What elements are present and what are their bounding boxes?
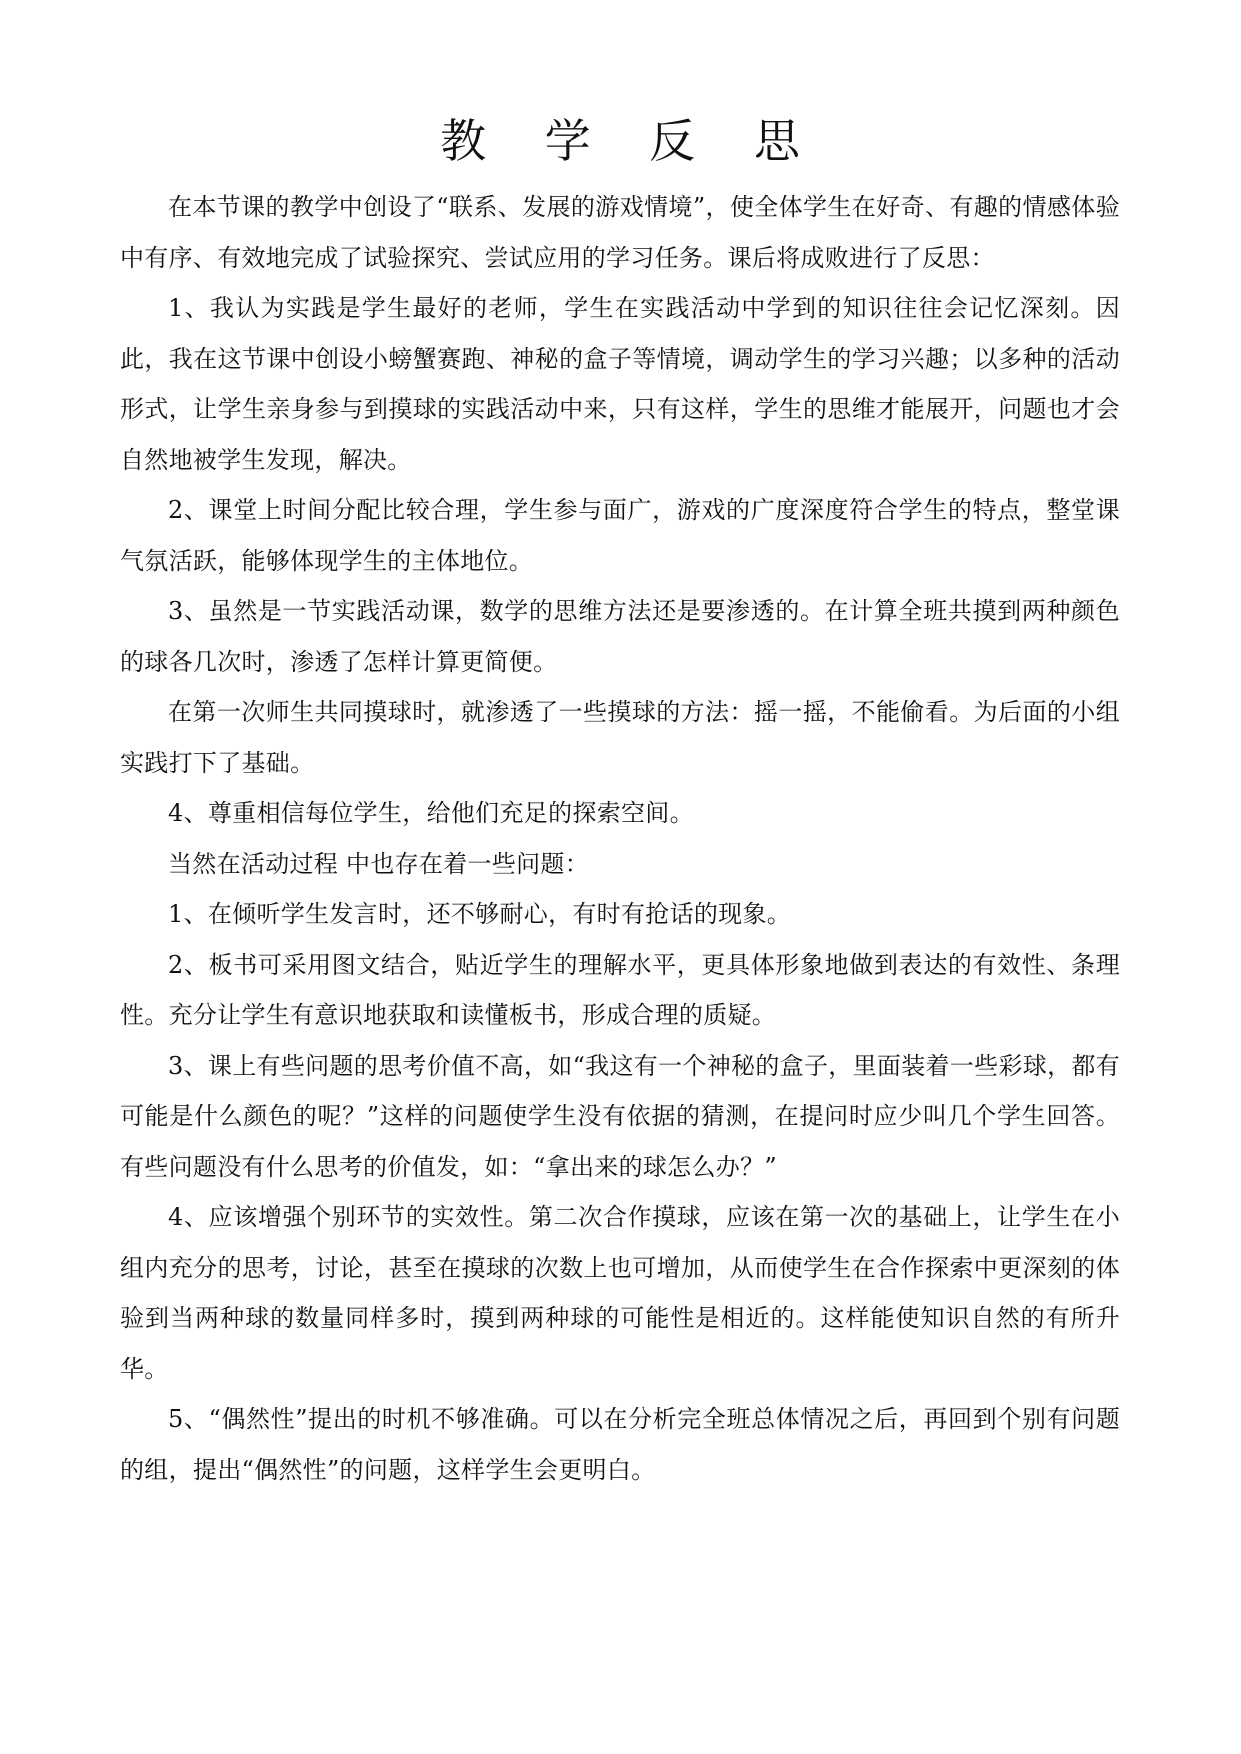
paragraph-point-4: 4、尊重相信每位学生，给他们充足的探索空间。 xyxy=(168,799,694,827)
paragraph-problem-5: 5、“偶然性”提出的时机不够准确。可以在分析完全班总体情况之后，再回到个别有问题的组，提出“偶然性”的问题，这样学生会更明白。 xyxy=(120,1405,1120,1484)
document-page xyxy=(120,108,1120,1495)
paragraph-problems-intro: 当然在活动过程 中也存在着一些问题： xyxy=(168,849,590,878)
paragraph-point-2: 2、课堂上时间分配比较合理，学生参与面广，游戏的广度深度符合学生的特点，整堂课气氛活跃，能够体现学生的主体地位。 xyxy=(120,496,1120,575)
paragraph-problem-1: 1、在倾听学生发言时，还不够耐心，有时有抢话的现象。 xyxy=(168,900,792,928)
document-title: 教 学 反 思 xyxy=(440,114,822,168)
paragraph-problem-2: 2、板书可采用图文结合，贴近学生的理解水平，更具体形象地做到表达的有效性、条理性。充分让学生有意识地获取和读懂板书，形成合理的质疑。 xyxy=(120,950,1120,1029)
paragraph-point-1: 1、我认为实践是学生最好的老师，学生在实践活动中学到的知识往往会记忆深刻。因此，我在这节课中创设小螃蟹赛跑、神秘的盒子等情境，调动学生的学习兴趣；以多种的活动形式，让学生亲身参与到摸球的实践活动中来，只有这样，学生的思维才能展开，问题也才会自然地被学生发现，解决。 xyxy=(120,294,1120,474)
paragraph-problem-3: 3、课上有些问题的思考价值不高，如“我这有一个神秘的盒子，里面装着一些彩球，都有可能是什么颜色的呢？”这样的问题使学生没有依据的猜测，在提问时应少叫几个学生回答。有些问题没有什么思考的价值发，如：“拿出来的球怎么办？” xyxy=(120,1051,1120,1181)
paragraph-problem-4: 4、应该增强个别环节的实效性。第二次合作摸球，应该在第一次的基础上，让学生在小组内充分的思考，讨论，甚至在摸球的次数上也可增加，从而使学生在合作探索中更深刻的体验到当两种球的数量同样多时，摸到两种球的可能性是相近的。这样能使知识自然的有所升华。 xyxy=(120,1203,1120,1383)
paragraph-point-3-followup: 在第一次师生共同摸球时，就渗透了一些摸球的方法：摇一摇，不能偷看。为后面的小组实践打下了基础。 xyxy=(120,698,1120,777)
paragraph-point-3: 3、虽然是一节实践活动课，数学的思维方法还是要渗透的。在计算全班共摸到两种颜色的球各几次时，渗透了怎样计算更简便。 xyxy=(120,597,1120,676)
paragraph-intro: 在本节课的教学中创设了“联系、发展的游戏情境”，使全体学生在好奇、有趣的情感体验中有序、有效地完成了试验探究、尝试应用的学习任务。课后将成败进行了反思： xyxy=(120,193,1120,272)
